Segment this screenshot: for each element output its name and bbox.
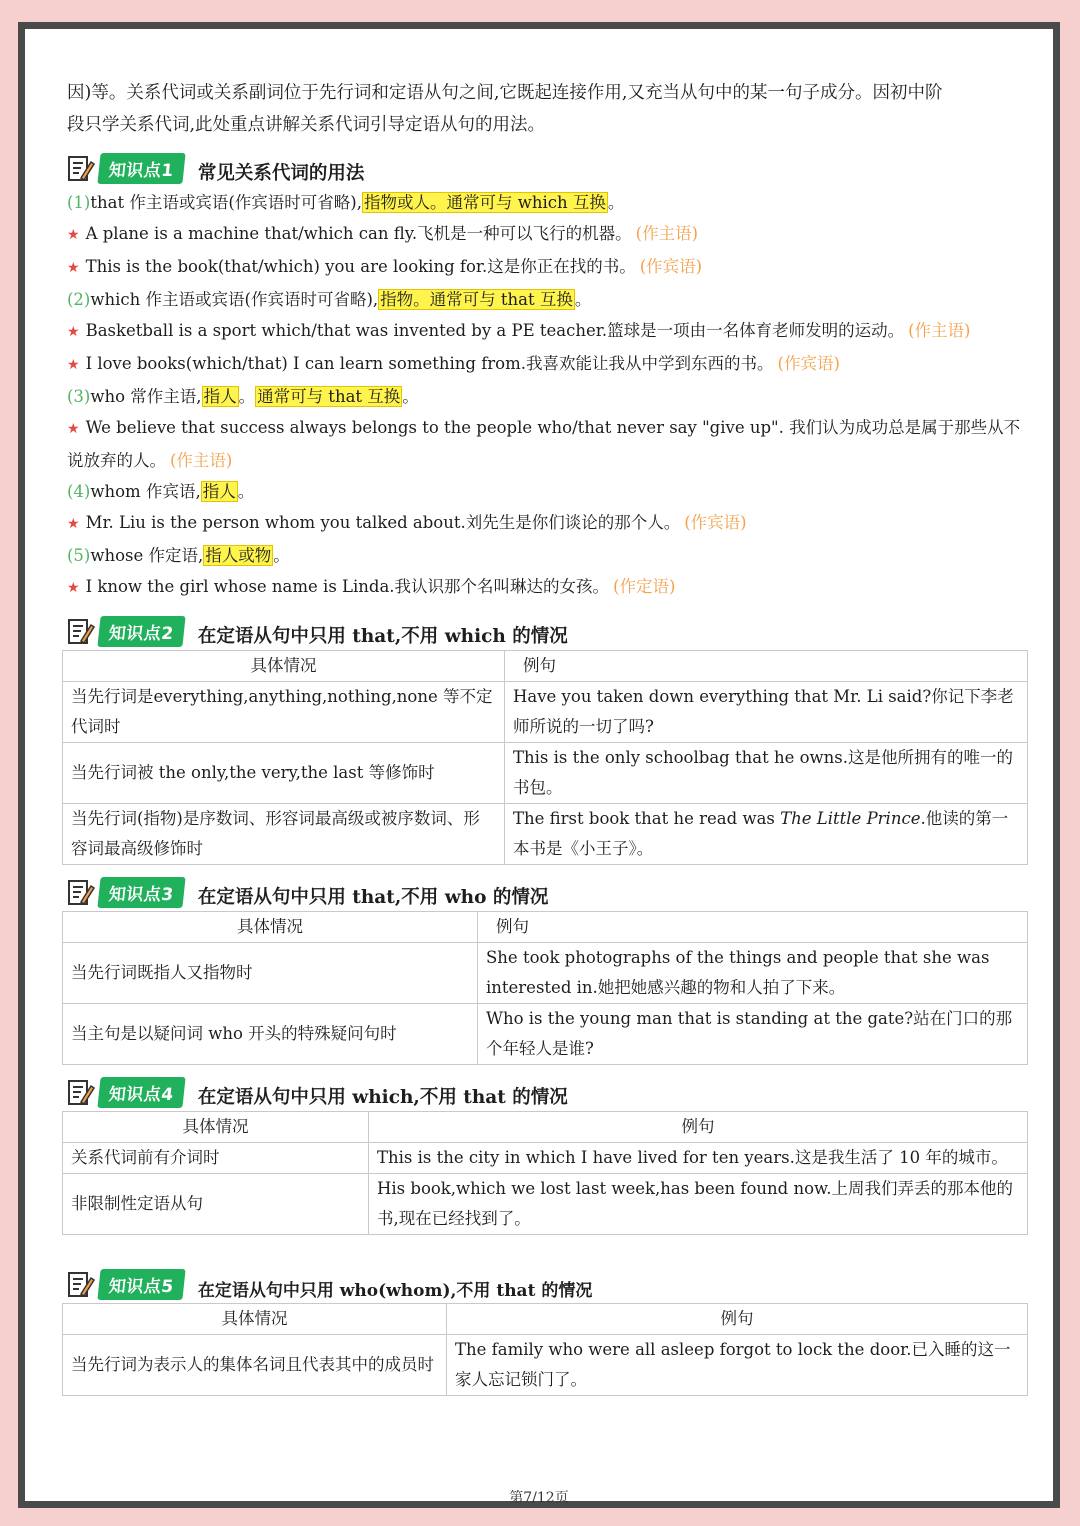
role-tag: (作宾语): [639, 257, 703, 276]
section-badge: 知识点1: [97, 153, 185, 184]
section-badge: 知识点2: [97, 616, 185, 647]
role-tag: (作主语): [908, 321, 971, 340]
page-frame: [18, 22, 1060, 1508]
note-pencil-icon: [67, 877, 95, 907]
section-header-4: [67, 1073, 1025, 1111]
section-title: 在定语从句中只用 who(whom),不用 that 的情况: [197, 1280, 593, 1301]
page-content: [67, 77, 1025, 1396]
table-cell: 当主句是以疑问词 who 开头的特殊疑问句时: [63, 1004, 478, 1065]
highlight: 指人或物: [205, 546, 272, 565]
table-cell: 当先行词是everything,anything,nothing,none 等不定代词时: [63, 682, 505, 743]
example-line: ★ I know the girl whose name is Linda.我认识那个名叫琳达的女孩。 (作定语): [67, 577, 676, 596]
example-line: ★ Basketball is a sport which/that was invented by a PE teacher.篮球是一项由一名体育老师发明的运动。 (作主语): [67, 321, 971, 340]
table-cell: 当先行词被 the only,the very,the last 等修饰时: [63, 743, 505, 804]
highlight: 通常可与 that 互换: [257, 387, 401, 406]
table-cell: 当先行词(指物)是序数词、形容词最高级或被序数词、形容词最高级修饰时: [63, 804, 505, 865]
table-k3: [62, 911, 1028, 1065]
column-header: 具体情况: [63, 651, 505, 682]
example-line: ★ I love books(which/that) I can learn something from.我喜欢能让我从中学到东西的书。 (作宾语): [67, 354, 840, 373]
table-cell: The family who were all asleep forgot to lock the door.已入睡的这一家人忘记锁门了。: [447, 1335, 1028, 1396]
highlight: 指人: [203, 387, 237, 406]
highlight: 指物。通常可与 that 互换: [380, 290, 573, 309]
table-cell: 关系代词前有介词时: [63, 1143, 369, 1174]
column-header: 具体情况: [63, 1304, 447, 1335]
table-cell: Who is the young man that is standing at the gate?站在门口的那个年轻人是谁?: [478, 1004, 1028, 1065]
table-cell: Have you taken down everything that Mr. Li said?你记下李老师所说的一切了吗?: [505, 682, 1028, 743]
example-line: ★ This is the book(that/which) you are looking for.这是你正在找的书。 (作宾语): [67, 257, 703, 276]
role-tag: (作定语): [613, 577, 676, 596]
usage-item: (2)which 作主语或宾语(作宾语时可省略), 指物。通常可与 that 互换 。: [67, 290, 592, 309]
table-row: [63, 1004, 1028, 1065]
note-pencil-icon: [67, 1077, 95, 1107]
column-header: 例句: [447, 1304, 1028, 1335]
table-cell: 非限制性定语从句: [63, 1174, 369, 1235]
section-badge: 知识点5: [97, 1269, 185, 1300]
section-badge: 知识点4: [97, 1077, 185, 1108]
role-tag: (作宾语): [777, 354, 840, 373]
highlight: 指物或人。通常可与 which 互换: [363, 193, 606, 212]
table-row: [63, 743, 1028, 804]
role-tag: (作主语): [170, 451, 233, 470]
highlight: 指人: [202, 482, 236, 501]
table-cell: 当先行词为表示人的集体名词且代表其中的成员时: [63, 1335, 447, 1396]
table-row: [63, 1174, 1028, 1235]
table-row: [63, 804, 1028, 865]
section-header-2: [67, 612, 1025, 650]
table-row: [63, 1143, 1028, 1174]
star-icon: ★: [67, 260, 80, 276]
column-header: 例句: [369, 1112, 1028, 1143]
role-tag: (作主语): [635, 224, 699, 243]
usage-item: (4)whom 作宾语, 指人 。: [67, 482, 255, 501]
example-line: ★ We believe that success always belongs to the people who/that never say "give up". 我们认为成功总是属于那些从不说放弃的人。 (作主语): [67, 418, 1021, 470]
section-header-5: [67, 1265, 1025, 1303]
table-cell: 当先行词既指人又指物时: [63, 943, 478, 1004]
table-k5: [62, 1303, 1028, 1396]
note-pencil-icon: [67, 153, 95, 183]
table-cell: She took photographs of the things and people that she was interested in.她把她感兴趣的物和人拍了下来。: [478, 943, 1028, 1004]
usage-item: (1)that 作主语或宾语(作宾语时可省略), 指物或人。通常可与 which 互换 。: [67, 193, 625, 212]
section-title: 在定语从句中只用 which,不用 that 的情况: [197, 1087, 568, 1108]
star-icon: ★: [67, 324, 80, 340]
table-cell: This is the only schoolbag that he owns.这是他所拥有的唯一的书包。: [505, 743, 1028, 804]
section-title: 常见关系代词的用法: [197, 163, 365, 184]
table-row: [63, 943, 1028, 1004]
table-k2: [62, 650, 1028, 865]
table-header-row: [63, 912, 1028, 943]
table-cell: His book,which we lost last week,has been found now.上周我们弄丢的那本他的书,现在已经找到了。: [369, 1174, 1028, 1235]
column-header: 具体情况: [63, 1112, 369, 1143]
column-header: 具体情况: [63, 912, 478, 943]
example-line: ★ A plane is a machine that/which can fly.飞机是一种可以飞行的机器。 (作主语): [67, 224, 699, 243]
page-number: 第7/12页: [509, 1490, 569, 1506]
table-header-row: [63, 1304, 1028, 1335]
star-icon: ★: [67, 421, 80, 437]
note-pencil-icon: [67, 616, 95, 646]
table-cell: The first book that he read was The Little Prince.他读的第一本书是《小王子》。: [505, 804, 1028, 865]
table-row: [63, 682, 1028, 743]
section-badge: 知识点3: [97, 877, 185, 908]
section-title: 在定语从句中只用 that,不用 which 的情况: [197, 626, 568, 647]
star-icon: ★: [67, 580, 80, 596]
usage-item: (3)who 常作主语, 指人 。 通常可与 that 互换 。: [67, 387, 419, 406]
star-icon: ★: [67, 357, 80, 373]
intro-line: 因)等。关系代词或关系副词位于先行词和定语从句之间,它既起连接作用,又充当从句中的某一句子成分。因初中阶: [67, 83, 943, 103]
table-row: [63, 1335, 1028, 1396]
role-tag: (作宾语): [684, 513, 747, 532]
section-header-1: [67, 149, 1025, 187]
table-header-row: [63, 651, 1028, 682]
intro-line: 段只学关系代词,此处重点讲解关系代词引导定语从句的用法。: [67, 115, 546, 135]
star-icon: ★: [67, 227, 80, 243]
section-header-3: [67, 873, 1025, 911]
table-cell: This is the city in which I have lived for ten years.这是我生活了 10 年的城市。: [369, 1143, 1028, 1174]
column-header: 例句: [505, 651, 1028, 682]
table-header-row: [63, 1112, 1028, 1143]
star-icon: ★: [67, 516, 80, 532]
table-k4: [62, 1111, 1028, 1235]
column-header: 例句: [478, 912, 1028, 943]
example-line: ★ Mr. Liu is the person whom you talked about.刘先生是你们谈论的那个人。 (作宾语): [67, 513, 747, 532]
usage-item: (5)whose 作定语, 指人或物 。: [67, 546, 290, 565]
section-title: 在定语从句中只用 that,不用 who 的情况: [197, 887, 549, 908]
note-pencil-icon: [67, 1269, 95, 1299]
